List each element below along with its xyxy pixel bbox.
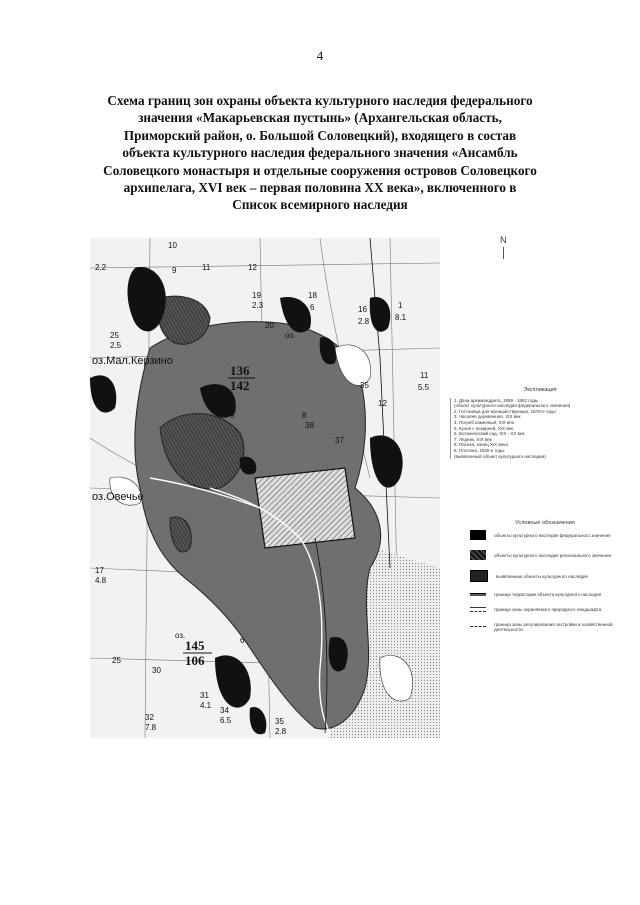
parcel-label: 6 xyxy=(310,303,315,312)
parcel-area: 106 xyxy=(185,653,205,668)
parcel-label: 12 xyxy=(378,399,387,408)
explication-item: 9. Плотина, 1930-е годы xyxy=(454,447,505,453)
legend-symbol xyxy=(470,550,486,560)
north-arrow-icon xyxy=(503,247,504,259)
title-line: объекта культурного наследия федерального значения «Ансамбль xyxy=(122,145,518,161)
legend-title: Условные обозначения xyxy=(515,520,575,526)
legend-row xyxy=(470,622,620,632)
title-line: Приморский район, о. Большой Соловецкий), входящего в состав xyxy=(123,127,517,143)
title-line: значения «Макарьевская пустынь» (Архангельская область, xyxy=(138,110,502,126)
legend-text: объекты культурного наследия регионального значения xyxy=(494,552,611,558)
legend-symbol xyxy=(470,626,486,629)
title-line: архипелага, XVI век – первая половина XX века», включенного в xyxy=(123,180,517,196)
parcel-label: 1 xyxy=(398,301,403,310)
parcel-label: 8 xyxy=(302,411,307,420)
parcel-label: 2.8 xyxy=(358,317,370,326)
explication-list xyxy=(450,398,630,460)
parcel-label: 2.5 xyxy=(110,341,122,350)
parcel-label: 4.1 xyxy=(200,701,212,710)
parcel-label: 5.5 xyxy=(418,383,430,392)
parcel-label: 17 xyxy=(95,566,104,575)
parcel-label: 25 xyxy=(110,331,119,340)
legend-row xyxy=(470,530,620,540)
legend-row xyxy=(470,570,620,582)
parcel-label: 2.2 xyxy=(95,263,107,272)
title-line: Список всемирного наследия xyxy=(232,197,408,213)
page-title xyxy=(80,92,560,214)
legend-row xyxy=(470,607,620,612)
parcel-label: 31 xyxy=(200,691,209,700)
parcel-label: 34 xyxy=(220,706,229,715)
parcel-area: 142 xyxy=(230,378,250,393)
legend-row xyxy=(470,592,620,597)
parcel-label: 20 xyxy=(265,321,274,330)
parcel-label: 11 xyxy=(202,263,211,272)
legend-row xyxy=(470,550,620,560)
parcel-label: 37 xyxy=(335,436,344,445)
parcel-label: 35 xyxy=(275,717,284,726)
parcel-number: 145 xyxy=(185,638,205,653)
explication-item: 8. Пасека, конец XIX века xyxy=(454,442,508,448)
explication xyxy=(450,388,630,459)
parcel-label: 12 xyxy=(248,263,257,272)
parcel-label: 6.5 xyxy=(220,716,232,725)
legend-text: граница зоны охраняемого природного ландшафта xyxy=(494,607,602,612)
parcel-label: 18 xyxy=(308,291,317,300)
legend-symbol xyxy=(470,593,486,596)
protection-zone-map xyxy=(90,238,440,738)
explication-item: 4. Погреб каменный, XIX век xyxy=(454,419,514,425)
parcel-label: 4.8 xyxy=(95,576,107,585)
parcel-number: 136 xyxy=(230,363,250,378)
explication-item: 7. Ледник, XIX век xyxy=(454,436,492,442)
legend-text: выявленные объекты культурного наследия xyxy=(496,573,588,579)
lake-label: оз. xyxy=(175,631,186,640)
parcel-label: 35 xyxy=(360,381,369,390)
explication-title: Экспликация xyxy=(523,387,557,393)
parcel-label: 9 xyxy=(172,266,177,275)
parcel-label: 11 xyxy=(420,371,429,380)
parcel-label: 9 xyxy=(230,411,235,420)
object-territory xyxy=(255,468,355,548)
legend-text: объекты культурного наследия федерального значения xyxy=(494,532,611,538)
map-canvas xyxy=(90,238,440,738)
explication-item: (выявленный объект культурного наследия) xyxy=(454,453,546,459)
parcel-label: 25 xyxy=(112,656,121,665)
title-line: Соловецкого монастыря и отдельные сооружения островов Соловецкого xyxy=(103,162,537,178)
legend-symbol xyxy=(470,570,488,582)
lake-label: оз.Мал.Керзино xyxy=(92,355,173,367)
parcel-label: 10 xyxy=(168,241,177,250)
parcel-label: 8.1 xyxy=(395,313,407,322)
explication-item: 3. Часовня деревянная, XIX век xyxy=(454,414,521,420)
parcel-label: 2.8 xyxy=(275,727,287,736)
north-arrow xyxy=(500,235,507,259)
explication-item: 6. Ботанический сад, XIX - XX век xyxy=(454,431,525,437)
north-label: N xyxy=(500,235,507,245)
explication-item: 1. Дача архимандрита, 1859 - 1862 годы xyxy=(454,397,539,403)
lake-label: оз. xyxy=(285,331,296,340)
explication-item: (объект культурного наследия федерального значения) xyxy=(454,403,571,409)
title-line: Схема границ зон охраны объекта культурного наследия федерального xyxy=(107,93,533,108)
parcel-label: 7.8 xyxy=(145,723,157,732)
legend-symbol xyxy=(470,607,486,612)
legend-text: граница территории объекта культурного наследия xyxy=(494,592,602,597)
parcel-label: 32 xyxy=(145,713,154,722)
parcel-label: 16 xyxy=(358,305,367,314)
explication-item: 2. Гостиница для монашествующих, 1870-е годы xyxy=(454,408,556,414)
lake-label: оз.Овечье xyxy=(92,491,144,503)
legend-text: граница зоны регулирования застройки и хозяйственной деятельности xyxy=(494,622,613,632)
parcel-label: 38 xyxy=(305,421,314,430)
parcel-label: 2.3 xyxy=(252,301,264,310)
page-number: 4 xyxy=(316,48,324,63)
explication-item: 5. Кухня с пекарней, XIX век xyxy=(454,425,514,431)
parcel-label: 30 xyxy=(152,666,161,675)
legend-symbol xyxy=(470,530,486,540)
map-legend xyxy=(470,520,620,642)
parcel-label: 6 xyxy=(240,636,245,645)
parcel-label: 19 xyxy=(252,291,261,300)
